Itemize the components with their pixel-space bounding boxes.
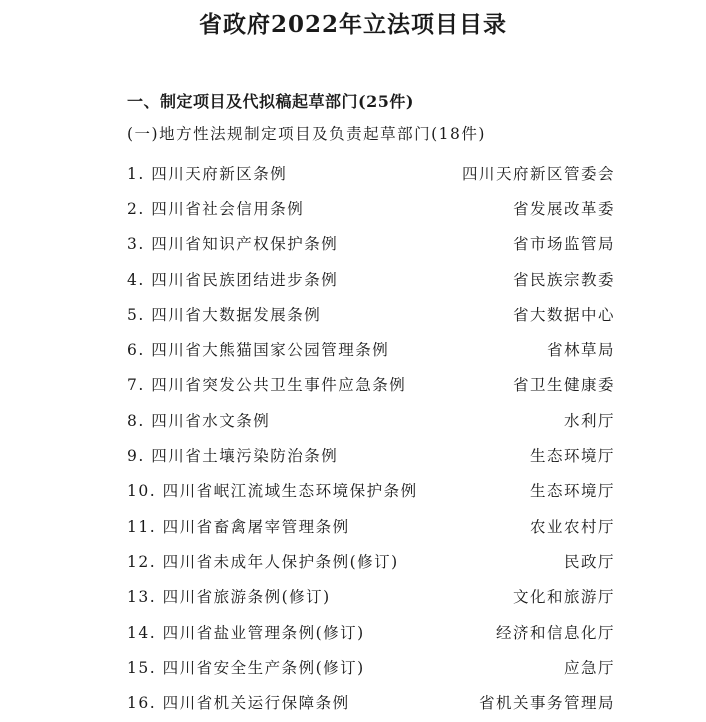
list-item	[127, 543, 615, 578]
section-heading: 一、制定项目及代拟稿起草部门(25件)	[127, 92, 414, 111]
list-item	[127, 261, 615, 296]
item-department: 民政厅	[563, 552, 615, 571]
item-department: 省卫生健康委	[512, 376, 615, 395]
list-item	[127, 367, 615, 402]
list-item	[127, 155, 615, 190]
item-name: 12. 四川省未成年人保护条例(修订)	[127, 552, 399, 571]
list-item	[127, 614, 615, 649]
item-name: 8. 四川省水文条例	[127, 411, 271, 430]
list-item	[127, 190, 615, 225]
item-department: 生态环境厅	[529, 447, 615, 466]
list-item	[127, 684, 615, 719]
list-item	[127, 226, 615, 261]
item-department: 经济和信息化厅	[495, 623, 615, 642]
list-item	[127, 296, 615, 331]
item-name: 10. 四川省岷江流域生态环境保护条例	[127, 482, 418, 501]
item-list	[127, 155, 615, 720]
item-department: 省市场监管局	[512, 235, 615, 254]
item-name: 16. 四川省机关运行保障条例	[127, 694, 350, 713]
item-department: 省民族宗教委	[512, 270, 615, 289]
item-name: 6. 四川省大熊猫国家公园管理条例	[127, 341, 390, 360]
list-item	[127, 473, 615, 508]
list-item	[127, 579, 615, 614]
item-name: 9. 四川省土壤污染防治条例	[127, 447, 339, 466]
item-department: 省大数据中心	[512, 305, 615, 324]
item-department: 四川天府新区管委会	[461, 164, 615, 183]
item-department: 水利厅	[563, 411, 615, 430]
item-department: 应急厅	[563, 658, 615, 677]
item-name: 4. 四川省民族团结进步条例	[127, 270, 339, 289]
list-item	[127, 402, 615, 437]
list-item	[127, 331, 615, 366]
document-title: 省政府2022年立法项目目录	[198, 11, 507, 38]
list-item	[127, 437, 615, 472]
item-name: 1. 四川天府新区条例	[127, 164, 288, 183]
item-name: 15. 四川省安全生产条例(修订)	[127, 658, 365, 677]
item-department: 省林草局	[546, 341, 615, 360]
item-department: 省发展改革委	[512, 199, 615, 218]
item-name: 7. 四川省突发公共卫生事件应急条例	[127, 376, 407, 395]
item-department: 农业农村厅	[529, 517, 615, 536]
item-department: 生态环境厅	[529, 482, 615, 501]
item-name: 11. 四川省畜禽屠宰管理条例	[127, 517, 350, 536]
item-name: 14. 四川省盐业管理条例(修订)	[127, 623, 365, 642]
item-name: 2. 四川省社会信用条例	[127, 199, 305, 218]
item-department: 省机关事务管理局	[478, 694, 615, 713]
item-name: 5. 四川省大数据发展条例	[127, 305, 322, 324]
list-item	[127, 649, 615, 684]
list-item	[127, 508, 615, 543]
sub-heading: (一)地方性法规制定项目及负责起草部门(18件)	[127, 125, 486, 143]
item-department: 文化和旅游厅	[512, 588, 615, 607]
item-name: 3. 四川省知识产权保护条例	[127, 235, 339, 254]
item-name: 13. 四川省旅游条例(修订)	[127, 588, 331, 607]
